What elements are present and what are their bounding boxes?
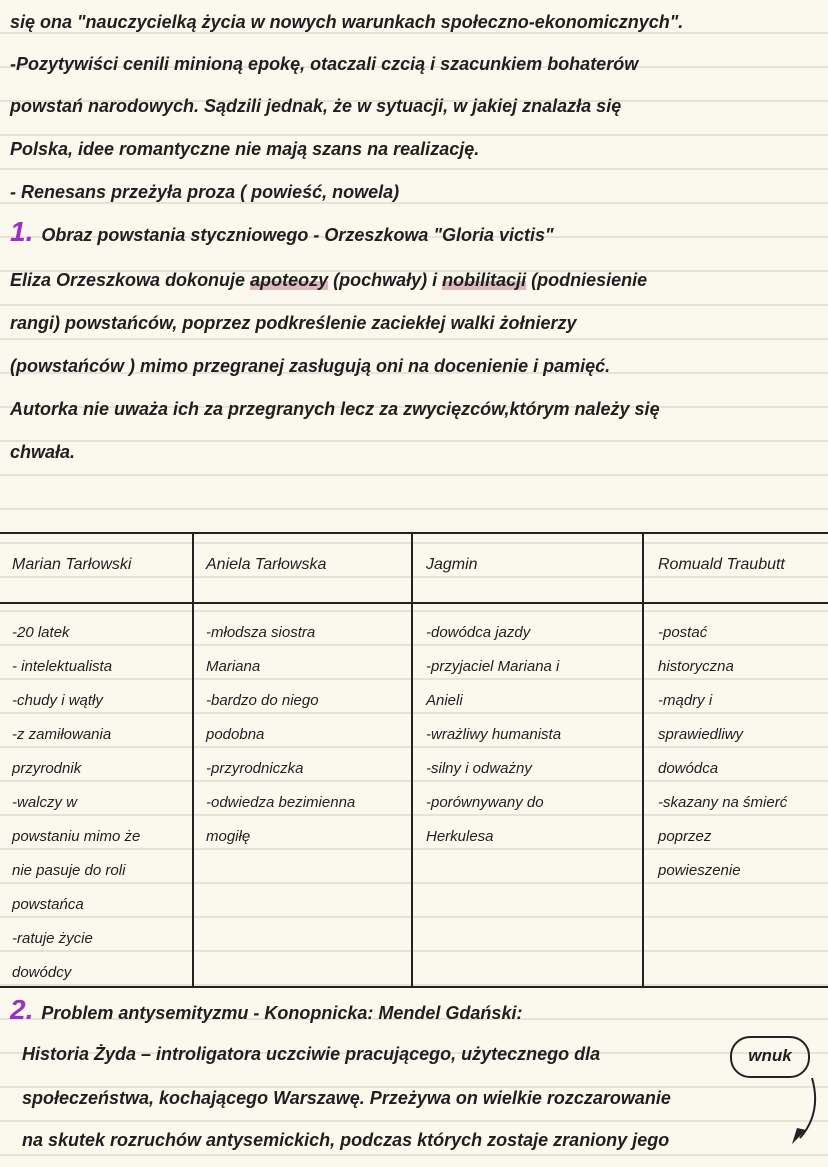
- section-number: 2.: [10, 994, 34, 1025]
- cell-line: -bardzo do niego: [206, 692, 319, 709]
- column-divider: [192, 534, 194, 986]
- section-title: Obraz powstania styczniowego - Orzeszkowa "Gloria victis": [41, 225, 554, 245]
- column-header: Marian Tarłowski: [12, 556, 132, 573]
- column-header: Romuald Traubutt: [658, 556, 785, 573]
- cell-line: - intelektualista: [12, 658, 113, 675]
- cell-line: -odwiedza bezimienna: [206, 794, 356, 811]
- header-divider: [0, 602, 828, 604]
- column-cell: [206, 616, 355, 854]
- cell-line: -silny i odważny: [426, 760, 532, 777]
- text-line: się ona "nauczycielką życia w nowych warunkach społeczno-ekonomicznych".: [10, 12, 684, 32]
- section-2-heading: [10, 994, 522, 1026]
- text-line: rangi) powstańców, poprzez podkreślenie zaciekłej walki żołnierzy: [10, 313, 577, 333]
- text: Eliza Orzeszkowa dokonuje: [10, 270, 251, 290]
- text-line: chwała.: [10, 442, 76, 462]
- text: (podniesienie: [526, 270, 648, 290]
- cell-line: podobna: [206, 726, 265, 743]
- column-cell: [12, 616, 140, 990]
- cell-line: Herkulesa: [426, 828, 494, 845]
- cell-line: -skazany na śmierć: [658, 794, 788, 811]
- cell-line: -przyrodniczka: [206, 760, 304, 777]
- cell-line: -przyjaciel Mariana i: [426, 658, 560, 675]
- cell-line: -z zamiłowania: [12, 726, 112, 743]
- text-line: -Pozytywiści cenili minioną epokę, otaczali czcią i szacunkiem bohaterów: [10, 54, 639, 74]
- cell-line: sprawiedliwy: [658, 726, 744, 743]
- cell-line: -walczy w: [12, 794, 78, 811]
- text: (pochwały) i: [328, 270, 443, 290]
- arrow-icon: [786, 1078, 822, 1148]
- cell-line: -mądry i: [658, 692, 713, 709]
- cell-line: poprzez: [658, 828, 712, 845]
- cell-line: -postać: [658, 624, 708, 641]
- column-header: Aniela Tarłowska: [206, 556, 327, 573]
- text-line: [10, 270, 647, 291]
- column-divider: [642, 534, 644, 986]
- column-header: Jagmin: [426, 556, 478, 573]
- cell-line: Mariana: [206, 658, 261, 675]
- text-line: (powstańców ) mimo przegranej zasługują oni na docenienie i pamięć.: [10, 356, 611, 376]
- cell-line: dowódca: [658, 760, 719, 777]
- characters-table: [0, 532, 828, 988]
- section-number: 1.: [10, 216, 34, 247]
- column-divider: [411, 534, 413, 986]
- cell-line: powieszenie: [658, 862, 741, 879]
- text-line: - Renesans przeżyła proza ( powieść, nowela): [10, 182, 400, 202]
- cell-line: powstańca: [12, 896, 84, 913]
- cell-line: -porównywany do: [426, 794, 544, 811]
- column-cell: [426, 616, 561, 854]
- cell-line: Anieli: [426, 692, 463, 709]
- highlighted-term: nobilitacji: [442, 270, 527, 290]
- cell-line: -ratuje życie: [12, 930, 93, 947]
- cell-line: dowódcy: [12, 964, 72, 981]
- cell-line: powstaniu mimo że: [12, 828, 141, 845]
- cell-line: -dowódca jazdy: [426, 624, 531, 641]
- cell-line: przyrodnik: [12, 760, 82, 777]
- column-cell: [658, 616, 787, 888]
- text-line: Autorka nie uważa ich za przegranych lecz za zwycięzców,którym należy się: [10, 399, 660, 419]
- text-line: na skutek rozruchów antysemickich, podczas których zostaje zraniony jego: [22, 1130, 670, 1150]
- text-line: społeczeństwa, kochającego Warszawę. Przeżywa on wielkie rozczarowanie: [22, 1088, 671, 1108]
- cell-line: nie pasuje do roli: [12, 862, 126, 879]
- cell-line: historyczna: [658, 658, 734, 675]
- highlighted-term: apoteozy: [250, 270, 329, 290]
- cell-line: mogiłę: [206, 828, 251, 845]
- cloud-note: wnuk: [730, 1036, 810, 1078]
- text-line: powstań narodowych. Sądzili jednak, że w sytuacji, w jakiej znalazła się: [10, 96, 622, 116]
- text-line: Historia Żyda – introligatora uczciwie pracującego, użytecznego dla: [22, 1044, 601, 1064]
- cell-line: -wrażliwy humanista: [426, 726, 562, 743]
- section-1-heading: [10, 216, 554, 248]
- cell-line: -20 latek: [12, 624, 70, 641]
- cell-line: -młodsza siostra: [206, 624, 316, 641]
- cell-line: -chudy i wątły: [12, 692, 103, 709]
- section-title: Problem antysemityzmu - Konopnicka: Mendel Gdański:: [41, 1003, 523, 1023]
- text-line: Polska, idee romantyczne nie mają szans na realizację.: [10, 139, 480, 159]
